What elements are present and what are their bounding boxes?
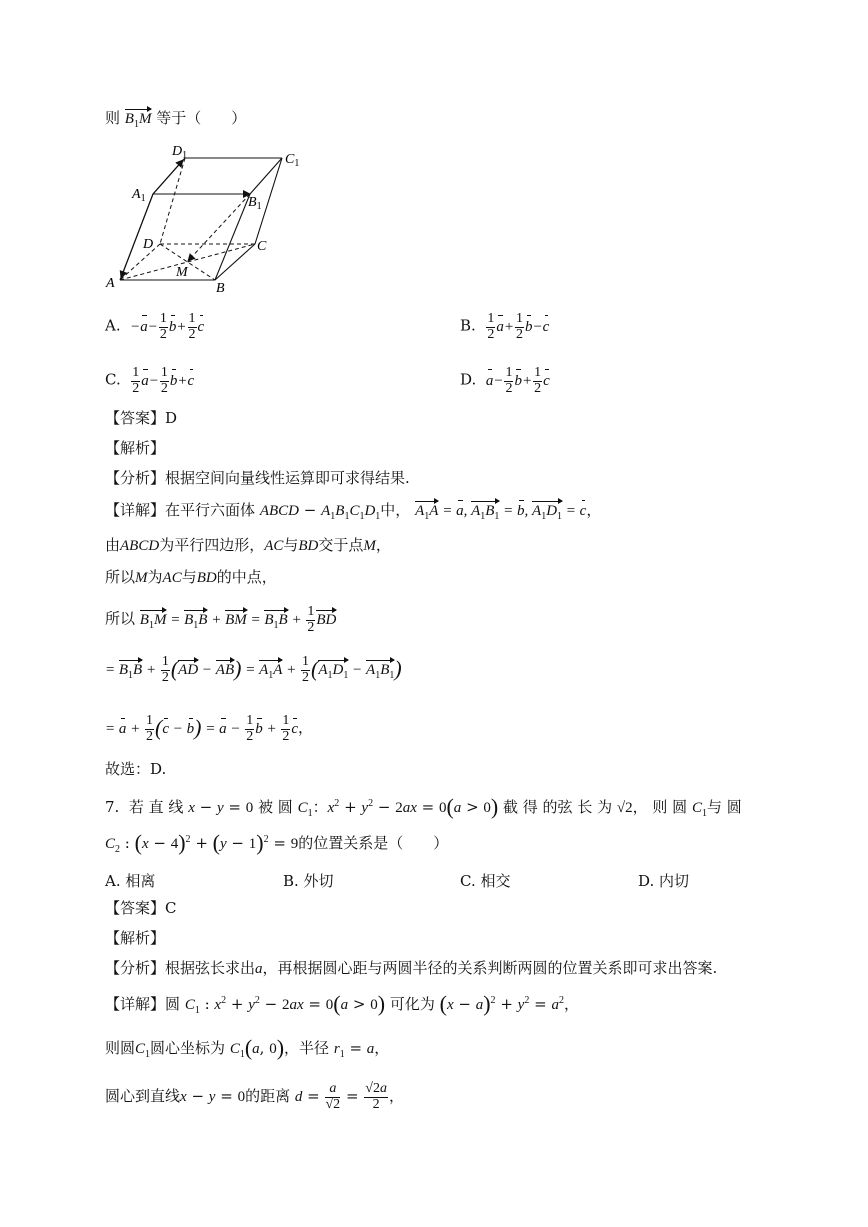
q6-analysis-tag: 【解析】 — [105, 439, 166, 457]
q6-stem — [105, 111, 246, 130]
q7-xiangjie: 【详解】圆 $C_1$ : $x^2 + y^2 - 2ax = 0(a > 0)$ 可化为 $(x - a)^2 + y^2 = a^2$， — [105, 991, 579, 1016]
q6-line6: = a + $\frac{1}{2}$ (c − b) = a − $\frac{1}{2}$ b + $\frac{1}{2}$ c， — [105, 713, 314, 744]
q6-option-a[interactable]: A. −a− $\frac{1}{2}$ b+ $\frac{1}{2}$ c — [105, 311, 205, 342]
label-b1: $B_1$ — [248, 195, 262, 212]
q6-line4: 所以 $B_1M = B_1B$ + BM = $B_1B$ + $\frac{1}{2}$ BD — [105, 604, 337, 635]
q6-option-b[interactable]: B. $\frac{1}{2}$ a+ $\frac{1}{2}$ b−c — [460, 311, 550, 342]
q6-answer: 【答案】D — [105, 409, 178, 427]
label-b: B — [216, 281, 225, 295]
q7-fenxi: 【分析】根据弦长求出a，再根据圆心距与两圆半径的关系判断两圆的位置关系即可求出答案. — [105, 959, 718, 977]
q7-analysis-tag: 【解析】 — [105, 929, 166, 947]
q7-distance: 圆心到直线x − y = 0的距离 d = $\frac{a}{√2}$ = $\frac{√2a}{2}$ ， — [105, 1081, 404, 1112]
label-c1: $C_1$ — [285, 152, 300, 169]
q6-stem-suffix: 等于（ ） — [156, 109, 247, 127]
q7-option-c[interactable]: C. 相交 — [460, 872, 511, 890]
q7-stem-line1: 7. 若 直 线 x − y = 0 被 圆 $C_1$：$x^2 + y^2 - 2ax = 0(a > 0)$ 截 得 的弦 长 为 √2， 则 圆 $C_1$与 圆 — [105, 794, 742, 819]
q7-option-b[interactable]: B. 外切 — [283, 872, 334, 890]
q6-line5: = $B_1B$ + $\frac{1}{2}$ $(AD - AB) = A_1A$ + $\frac{1}{2}$ $(A_1D_1 - A_1B_1)$ — [105, 654, 402, 685]
q6-line2: 由ABCD为平行四边形，AC与BD交于点M， — [105, 536, 391, 554]
label-a: A — [106, 276, 115, 291]
parallelepiped-figure — [100, 140, 320, 295]
q7-answer: 【答案】C — [105, 899, 177, 917]
label-c: C — [257, 239, 267, 254]
q6-option-c[interactable]: C. $\frac{1}{2}$ a− $\frac{1}{2}$ b+c — [105, 365, 195, 396]
q6-guxuan: 故选：D. — [105, 760, 167, 778]
q6-xiangjie: 【详解】在平行六面体 ABCD − $A_1B_1C_1D_1$中， $A_1A = a$, $A_1B_1 = b$, $A_1D_1 = c$， — [105, 501, 602, 522]
label-d1: $D_1$ — [172, 144, 188, 161]
q7-c1-center: 则圆$C_1$圆心坐标为 $C_1(a$, 0)，半径 $r_1 = a$， — [105, 1035, 390, 1060]
vector-b1m: $B_1M$ — [124, 111, 152, 130]
label-d: D — [143, 237, 154, 252]
q6-line3: 所以M为AC与BD的中点， — [105, 568, 277, 586]
q7-option-d[interactable]: D. 内切 — [638, 872, 690, 890]
label-a1: $A_1$ — [132, 187, 146, 204]
label-m: M — [176, 265, 188, 280]
q6-stem-prefix: 则 — [105, 109, 121, 127]
q6-fenxi: 【分析】根据空间向量线性运算即可求得结果. — [105, 469, 410, 487]
q7-option-a[interactable]: A. 相离 — [105, 872, 156, 890]
q7-stem-line2: $C_2$ : $(x - 4)^2 + (y - 1)^2 = 9$的位置关系是（ ） — [105, 830, 449, 855]
q6-option-d[interactable]: D. a− $\frac{1}{2}$ b+ $\frac{1}{2}$ c — [460, 365, 550, 396]
